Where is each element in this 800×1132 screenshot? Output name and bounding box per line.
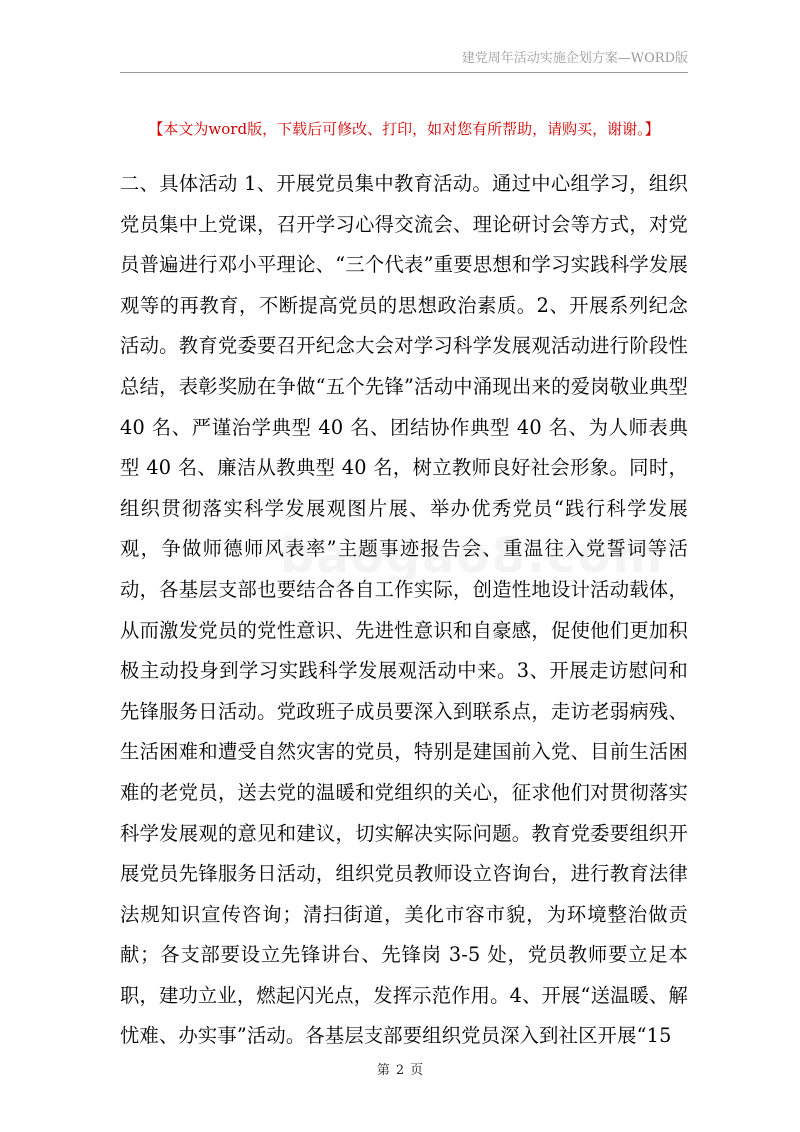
header-divider [120, 72, 688, 73]
body-paragraph: 二、具体活动 1、开展党员集中教育活动。通过中心组学习，组织党员集中上党课，召开学习心得交流会、理论研讨会等方式，对党员普遍进行邓小平理论、“三个代表”重要思想和学习实践科学发展观等的再教育，不断提高党员的思想政治素质。2、开展系列纪念活动。教育党委要召开纪念大会对学习科学发展观活动进行阶段性总结，表彰奖励在争做“五个先锋”活动中涌现出来的爱岗敬业典型 40 名、严谨治学典型 40 名、团结协作典型 40 名、为人师表典型 40 名、廉洁从教典型 40 名，树立教师良好社会形象。同时，组织贯彻落实科学发展观图片展、举办优秀党员“践行科学发展观，争做师德师风表率”主题事迹报告会、重温往入党誓词等活动，各基层支部也要结合各自工作实际，创造性地设计活动载体，从而激发党员的党性意识、先进性意识和自豪感，促使他们更加积极主动投身到学习实践科学发展观活动中来。3、开展走访慰问和先锋服务日活动。党政班子成员要深入到联系点，走访老弱病残、生活困难和遭受自然灾害的党员，特别是建国前入党、目前生活困难的老党员，送去党的温暖和党组织的关心，征求他们对贯彻落实科学发展观的意见和建议，切实解决实际问题。教育党委要组织开展党员先锋服务日活动，组织党员教师设立咨询台，进行教育法律法规知识宣传咨询；清扫街道，美化市容市貌，为环境整治做贡献；各支部要设立先锋讲台、先锋岗 3-5 处，党员教师要立足本职，建功立业，燃起闪光点，发挥示范作用。4、开展“送温暖、解忧难、办实事”活动。各基层支部要组织党员深入到社区开展“15 [120, 172, 688, 1048]
page-footer [0, 1062, 800, 1080]
footer-suffix: 页 [410, 1063, 424, 1078]
footer-prefix: 第 [376, 1063, 390, 1078]
page-header-title: 建党周年活动实施企划方案—WORD版 [461, 51, 688, 66]
download-notice: 【本文为word版，下载后可修改、打印，如对您有所帮助，请购买，谢谢。】 [148, 120, 660, 138]
page-number: 2 [395, 1063, 405, 1078]
watermark [280, 528, 520, 584]
